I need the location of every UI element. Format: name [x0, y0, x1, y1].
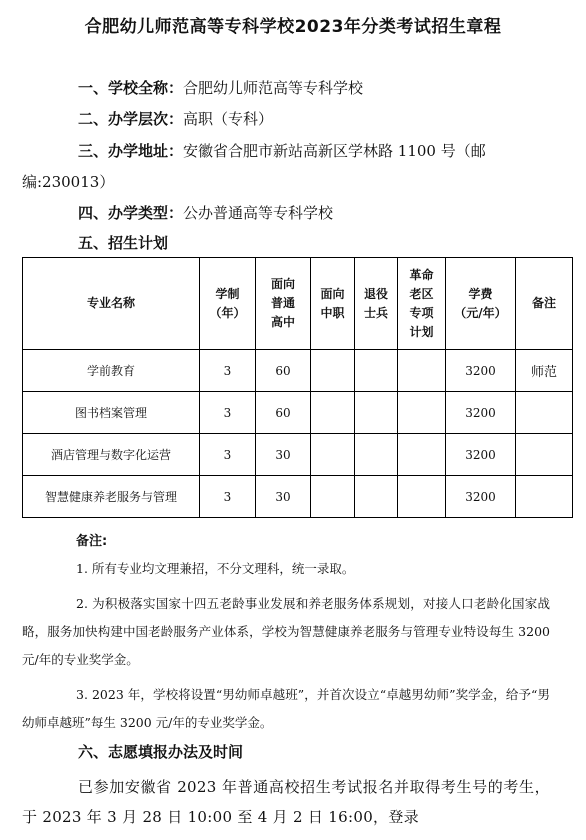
table-row [23, 434, 573, 476]
section-heading: 一、学校全称： [78, 79, 184, 97]
section-text: 高职（专科） [183, 110, 274, 128]
cell-revolutionary [398, 476, 446, 518]
cell-fee: 3200 [446, 476, 516, 518]
cell-vocational [311, 434, 355, 476]
section-text: 安徽省合肥市新站高新区学林路 1100 号（邮 [183, 142, 486, 160]
section-school-name [78, 77, 363, 99]
note-1: 1. 所有专业均文理兼招，不分文理科，统一录取。 [76, 561, 355, 576]
cell-veterans [355, 392, 398, 434]
cell-veterans [355, 434, 398, 476]
cell-fee: 3200 [446, 434, 516, 476]
cell-general-hs: 30 [256, 434, 311, 476]
note-2: 2. 为积极落实国家十四五老龄事业发展和养老服务体系规划，对接人口老龄化国家战略，服务加快构建中国老龄服务产业体系，学校为智慧健康养老服务与管理专业特设每生 3200 元/年的专业奖学金。 [22, 596, 550, 667]
cell-remark [516, 392, 573, 434]
table-row [23, 392, 573, 434]
cell-remark [516, 476, 573, 518]
table-row [23, 350, 573, 392]
section-6-paragraph: 已参加安徽省 2023 年普通高校招生考试报名并取得考生号的考生，于 2023 年 3 月 28 日 10:00 至 4 月 2 日 16:00，登录 [22, 778, 550, 826]
cell-general-hs: 30 [256, 476, 311, 518]
section-address-cont: 编:230013） [22, 173, 115, 191]
table-row [23, 476, 573, 518]
cell-revolutionary [398, 392, 446, 434]
cell-revolutionary [398, 434, 446, 476]
section-text: 公办普通高等专科学校 [183, 204, 334, 222]
section-heading: 四、办学类型： [78, 204, 184, 222]
cell-vocational [311, 392, 355, 434]
header-revolutionary: 革命 老区 专项 计划 [398, 258, 446, 350]
header-major: 专业名称 [23, 258, 200, 350]
document-title: 合肥幼儿师范高等专科学校2023年分类考试招生章程 [84, 17, 502, 37]
note-3: 3. 2023 年，学校将设置“男幼师卓越班”，并首次设立“卓越男幼师”奖学金，给予“男幼师卓越班”每生 3200 元/年的专业奖学金。 [22, 687, 550, 730]
header-vocational: 面向 中职 [311, 258, 355, 350]
section-heading: 二、办学层次： [78, 110, 184, 128]
cell-fee: 3200 [446, 350, 516, 392]
header-remark: 备注 [516, 258, 573, 350]
header-years: 学制 （年） [200, 258, 256, 350]
cell-major: 学前教育 [23, 350, 200, 392]
cell-veterans [355, 350, 398, 392]
section-level [78, 108, 273, 130]
cell-years: 3 [200, 350, 256, 392]
header-fee: 学费 （元/年） [446, 258, 516, 350]
header-veterans: 退役 士兵 [355, 258, 398, 350]
cell-fee: 3200 [446, 392, 516, 434]
cell-vocational [311, 350, 355, 392]
cell-years: 3 [200, 476, 256, 518]
cell-remark: 师范 [516, 350, 573, 392]
section-text: 合肥幼儿师范高等专科学校 [183, 79, 364, 97]
cell-general-hs: 60 [256, 392, 311, 434]
section-type [78, 202, 333, 224]
cell-years: 3 [200, 392, 256, 434]
section-6-heading: 六、志愿填报办法及时间 [78, 743, 244, 761]
cell-major: 智慧健康养老服务与管理 [23, 476, 200, 518]
cell-years: 3 [200, 434, 256, 476]
cell-revolutionary [398, 350, 446, 392]
cell-major: 图书档案管理 [23, 392, 200, 434]
cell-veterans [355, 476, 398, 518]
header-general-hs: 面向 普通 高中 [256, 258, 311, 350]
cell-remark [516, 434, 573, 476]
cell-general-hs: 60 [256, 350, 311, 392]
section-heading: 五、招生计划 [78, 234, 169, 252]
cell-vocational [311, 476, 355, 518]
cell-major: 酒店管理与数字化运营 [23, 434, 200, 476]
notes-heading: 备注: [76, 534, 108, 549]
table-header-row [23, 258, 573, 350]
section-plan [78, 232, 168, 254]
enrollment-plan-table [22, 257, 573, 518]
section-address [78, 140, 486, 162]
section-heading: 三、办学地址： [78, 142, 184, 160]
